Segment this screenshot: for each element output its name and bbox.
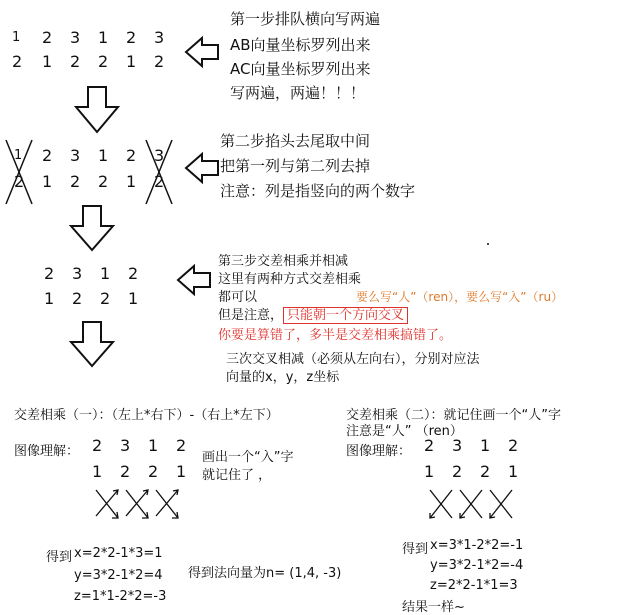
matrix-cell: 2 — [154, 52, 165, 71]
step1-title: 第一步排队横向写两遍 — [230, 10, 381, 28]
method2-z-equation: z=2*2-1*1=3 — [430, 578, 518, 593]
method1-x-equation: x=2*2-1*3=1 — [74, 546, 163, 561]
matrix-cell: 2 — [154, 172, 165, 191]
method2-result-label: 得到 — [402, 542, 429, 557]
matrix-cell: 2 — [128, 264, 139, 283]
matrix-cell: 2 — [70, 52, 81, 71]
matrix-cell: 3 — [70, 28, 81, 47]
matrix-cell: 1 — [128, 289, 139, 308]
method1-result-label: 得到 — [46, 550, 73, 565]
matrix-cell: 1 — [508, 462, 519, 481]
left-arrow-icon — [178, 266, 210, 294]
matrix-cell: 1 — [98, 28, 109, 47]
method2-title: 交差相乘（二）：就记住画一个“人”字 — [346, 408, 561, 423]
matrix-cell: 2 — [12, 52, 23, 71]
matrix-cell: 2 — [176, 436, 187, 455]
matrix-cell: 1 — [126, 52, 137, 71]
method2-y-equation: y=3*2-1*2=-4 — [430, 558, 524, 573]
matrix-cell: 1 — [42, 52, 53, 71]
matrix-cell: 1 — [126, 172, 137, 191]
step3-title: 第三步交差相乘并相减 — [218, 254, 349, 269]
matrix-cell: 3 — [452, 436, 463, 455]
matrix-cell: 1 — [92, 462, 103, 481]
method1-title: 交差相乘（一）：（左上*右下）-（右上*左下） — [14, 408, 279, 423]
matrix-cell: 2 — [14, 172, 25, 191]
matrix-cell: 2 — [148, 462, 159, 481]
down-arrow-icon — [71, 322, 113, 366]
step1-line: AC向量坐标罗列出来 — [230, 60, 371, 78]
step3-line: 这里有两种方式交差相乘 — [218, 272, 362, 287]
matrix-cell: 1 — [148, 436, 159, 455]
method2-x-equation: x=3*1-2*2=-1 — [430, 538, 524, 553]
matrix-cell: 2 — [100, 289, 111, 308]
matrix-cell: 3 — [120, 436, 131, 455]
method2-subtitle: 注意是“人” （ren） — [346, 424, 463, 439]
matrix-cell: 2 — [424, 436, 435, 455]
left-arrow-icon — [186, 38, 218, 66]
step2-line: 把第一列与第二列去掉 — [220, 157, 371, 175]
down-arrow-icon — [76, 87, 118, 132]
direction-warning-box: 只能朝一个方向交叉 — [283, 307, 408, 324]
matrix-cell: 2 — [70, 172, 81, 191]
matrix-cell: 2 — [44, 264, 55, 283]
method1-hint: 就记住了 ， — [202, 468, 272, 483]
matrix-cell: 1 — [98, 146, 109, 165]
matrix-cell: 1 — [100, 264, 111, 283]
matrix-cell: 2 — [98, 52, 109, 71]
matrix-cell: 2 — [480, 462, 491, 481]
matrix-cell: 3 — [72, 264, 83, 283]
ren-ru-note: 要么写“人”（ren），要么写“入”（ru） — [356, 290, 564, 304]
matrix-cell: 1 — [12, 30, 21, 45]
matrix-cell: 1 — [14, 148, 23, 163]
error-warning-note: 你要是算错了，多半是交差相乘搞错了。 — [218, 328, 453, 343]
matrix-cell: 2 — [452, 462, 463, 481]
matrix-cell: 3 — [154, 28, 165, 47]
dot-mark — [487, 243, 489, 245]
matrix-cell: 2 — [72, 289, 83, 308]
step3-line — [218, 304, 408, 323]
method1-hint: 画出一个“入”字 — [202, 450, 294, 465]
method1-image-label: 图像理解： — [14, 444, 80, 459]
step1-line: 写两遍，两遍！！！ — [230, 84, 366, 102]
matrix-cell: 2 — [126, 28, 137, 47]
matrix-cell: 3 — [70, 146, 81, 165]
matrix-cell: 2 — [126, 146, 137, 165]
step3-line: 向量的x，y，z坐标 — [226, 370, 340, 385]
matrix-cell: 1 — [176, 462, 187, 481]
matrix-cell: 3 — [154, 146, 165, 165]
matrix-cell: 1 — [42, 172, 53, 191]
step3-line: 三次交叉相减（必须从左向右），分别对应法 — [226, 352, 480, 367]
method1-y-equation: y=3*2-1*2=4 — [74, 568, 163, 583]
matrix-cell: 2 — [92, 436, 103, 455]
ru-cross-pattern — [96, 490, 178, 518]
step3-line3-prefix: 但是注意， — [218, 308, 284, 323]
method2-image-label: 图像理解： — [346, 444, 412, 459]
matrix-cell: 2 — [508, 436, 519, 455]
down-arrow-icon — [71, 206, 113, 250]
matrix-cell: 1 — [44, 289, 55, 308]
matrix-cell: 2 — [98, 172, 109, 191]
same-result-note: 结果一样~ — [402, 600, 465, 615]
method1-z-equation: z=1*1-2*2=-3 — [74, 589, 167, 604]
step2-line: 注意：列是指竖向的两个数字 — [220, 182, 416, 200]
matrix-cell: 1 — [424, 462, 435, 481]
matrix-cell: 2 — [42, 146, 53, 165]
matrix-cell: 2 — [120, 462, 131, 481]
ren-cross-pattern — [430, 490, 512, 518]
matrix-cell: 1 — [480, 436, 491, 455]
step2-title: 第二步掐头去尾取中间 — [220, 132, 371, 150]
step1-line: AB向量坐标罗列出来 — [230, 36, 371, 54]
left-arrow-icon — [186, 154, 218, 182]
matrix-cell: 2 — [42, 28, 53, 47]
step3-line: 都可以 — [218, 290, 258, 305]
normal-vector-result: 得到法向量为n= (1,4, -3) — [188, 566, 342, 581]
